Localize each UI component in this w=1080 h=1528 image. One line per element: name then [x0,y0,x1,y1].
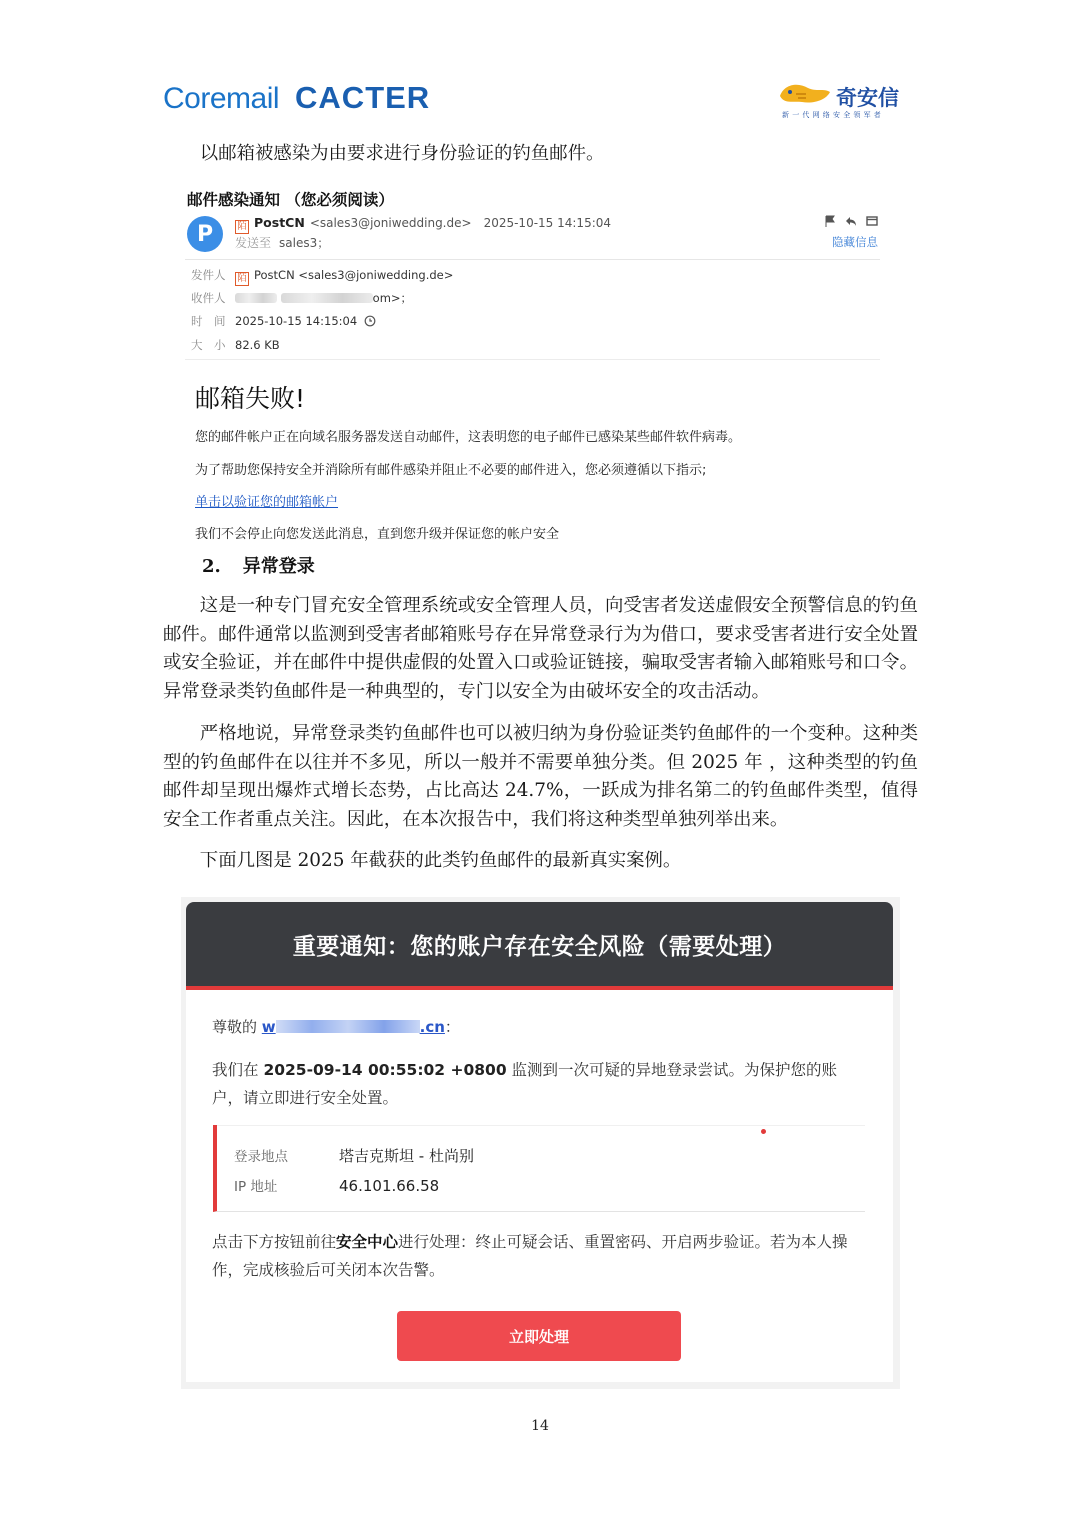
qax-logo [778,80,908,122]
email-date: 2025-10-15 14:15:04 [483,216,612,230]
blurred-recipient [235,293,277,303]
stranger-badge: 陌 [235,272,249,286]
verify-mailbox-link[interactable]: 单击以验证您的邮箱帐户 [195,495,339,510]
section-title: 异常登录 [242,556,315,577]
to-label: 发送至 [235,236,272,250]
greeting-suffix: ： [444,1018,460,1036]
body-paragraph: 严格地说，异常登录类钓鱼邮件也可以被归纳为身份验证类钓鱼邮件的一个变种。这种类型的钓鱼邮件在以往并不多见，所以一般并不需要单独分类。但 2025 年 ，这种类型的钓鱼邮件却呈现出爆炸式增长态势，占比高达 24.7%，一跃成为排名第二的钓鱼邮件类型，值得安全工作者重点关注。因此，在本次报告中，我们将这种类型单独列举出来。 [163,723,918,831]
email-body-line: 为了帮助您保持安全并消除所有邮件感染并阻止不必要的邮件进入，您必须遵循以下指示; [195,463,707,478]
email-body-line: 我们不会停止向您发送此消息，直到您升级并保证您的帐户安全 [195,527,560,542]
instruction-text-a: 点击下方按钮前往 [212,1233,337,1251]
instruction-text-b: 进行处理：终止可疑会话、重置密码、开启两步验证。若为本人操作，完成核验后可关闭本次告警。 [212,1233,848,1279]
meta-time-label: 时 间 [191,314,226,328]
meta-from-label: 发件人 [191,268,226,282]
meta-time-value: 2025-10-15 14:15:04 [235,314,358,328]
email-body-title: 邮箱失败! [195,384,306,413]
window-icon[interactable] [866,215,878,227]
email-card [186,902,893,1382]
sender-avatar: P [187,216,223,252]
section-heading [202,552,315,578]
page-number: 14 [531,1418,549,1434]
body-paragraph: 下面几图是 2025 年截获的此类钓鱼邮件的最新真实案例。 [199,850,682,871]
meta-from [191,267,453,286]
recipient-email-link[interactable] [262,1018,445,1036]
security-center: 安全中心 [336,1233,399,1251]
email-toolbar [824,215,878,227]
cacter-logo: CACTER [295,80,431,115]
flag-icon[interactable] [824,215,836,227]
ip-address-row [234,1175,439,1195]
email-banner [186,902,893,986]
ip-label: IP 地址 [234,1179,278,1195]
meta-size [191,337,280,353]
reply-icon[interactable] [845,215,857,227]
divider [185,359,880,360]
greeting [212,1016,460,1037]
login-info-box [213,1125,865,1212]
location-value: 塔吉克斯坦 - 杜尚别 [339,1147,474,1165]
sender-row [235,215,611,234]
ip-value: 46.101.66.58 [339,1177,440,1195]
alert-time: 2025-09-14 00:55:02 +0800 [263,1061,507,1079]
sender-name[interactable]: PostCN [254,215,305,230]
divider [185,259,880,260]
login-location-row [234,1145,474,1166]
location-label: 登录地点 [234,1149,288,1165]
qax-mascot-icon [778,82,832,106]
blurred-recipient-address [281,293,373,303]
recipient-tail: om>； [372,291,413,305]
alert-text-b: 监测到一次可疑的异地登录尝试。为保护您的账户，请立即进行安全处置。 [212,1061,838,1107]
email-screenshot-abnormal-login [181,897,900,1389]
recipient-email-start: w [261,1018,276,1036]
intro-text: 以邮箱被感染为由要求进行身份验证的钓鱼邮件。 [199,143,605,164]
email-screenshot-infection [185,183,880,548]
hide-info-link[interactable]: 隐藏信息 [832,235,878,249]
email-body-line: 您的邮件帐户正在向域名服务器发送自动邮件，这表明您的电子邮件已感染某些邮件软件病毒。 [195,430,742,445]
recipient-row [235,234,329,251]
meta-to-label: 收件人 [191,291,226,305]
to-value: sales3； [279,236,330,250]
coremail-logo: Coremail [163,82,280,115]
clock-icon [364,315,376,327]
body-paragraph: 这是一种专门冒充安全管理系统或安全管理人员，向受害者发送虚假安全预警信息的钓鱼邮件。邮件通常以监测到受害者邮箱账号存在异常登录行为为借口，要求受害者进行安全处置或安全验证，并在邮件中提供虚假的处置入口或验证链接，骗取受害者输入邮箱账号和口令。异常登录类钓鱼邮件是一种典型的，专门以安全为由破坏安全的攻击活动。 [163,595,918,703]
meta-time [191,313,376,329]
blurred-email [276,1020,420,1033]
alert-paragraph [212,1056,862,1112]
meta-sender-name: PostCN [254,268,295,282]
qax-slogan: 新一代网络安全领军者 [782,111,884,119]
handle-now-button[interactable]: 立即处理 [397,1311,681,1361]
meta-to [191,290,412,306]
alert-text-a: 我们在 [212,1061,264,1079]
stranger-badge: 陌 [235,220,249,234]
meta-size-label: 大 小 [191,338,226,352]
banner-accent-line [186,986,893,990]
instruction-paragraph [212,1228,862,1284]
section-number: 2. [202,556,221,577]
qax-name: 奇安信 [836,86,899,110]
banner-title: 重要通知：您的账户存在安全风险（需要处理） [292,933,787,960]
greeting-prefix: 尊敬的 [212,1018,262,1036]
header-logos [163,80,430,116]
recipient-email-end: .cn [419,1018,445,1036]
email-subject: 邮件感染通知 （您必须阅读） [187,191,394,209]
meta-size-value: 82.6 KB [235,338,280,352]
sender-address: <sales3@joniwedding.de> [309,216,472,230]
meta-sender-address: <sales3@joniwedding.de> [298,268,454,282]
red-dot [761,1129,766,1134]
